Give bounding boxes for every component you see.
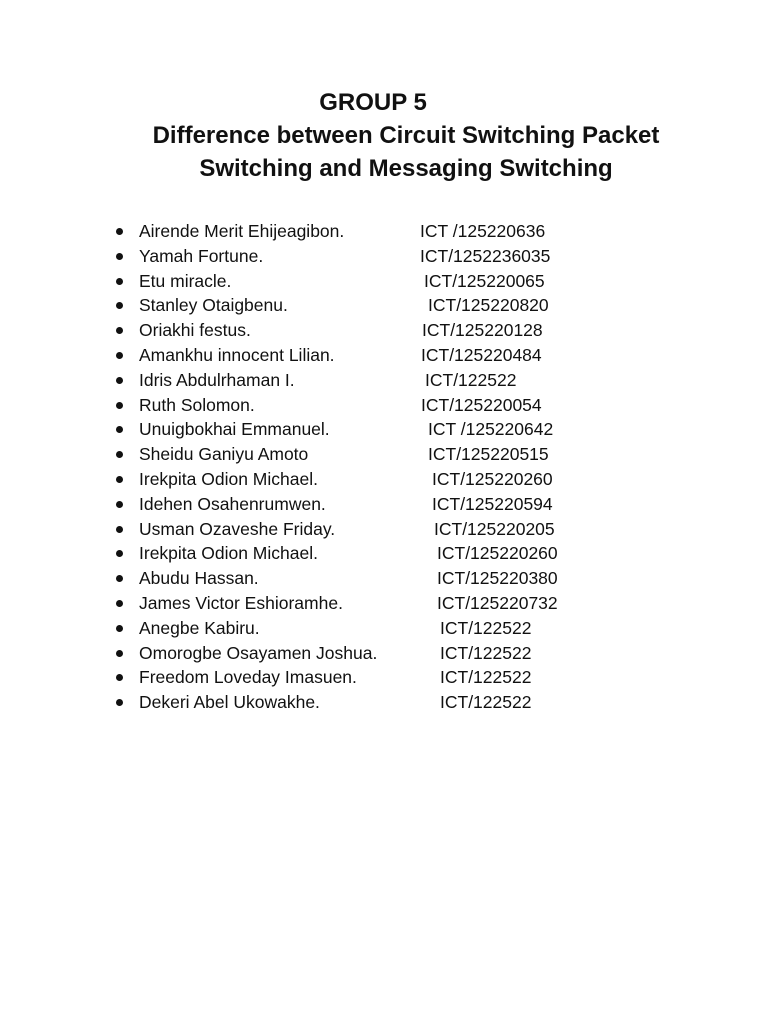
member-id: ICT/122522 — [425, 369, 517, 390]
bullet-icon — [116, 228, 123, 235]
bullet-icon — [116, 426, 123, 433]
member-name: Amankhu innocent Lilian. — [139, 344, 335, 365]
member-id: ICT/122522 — [440, 667, 532, 688]
bullet-icon — [116, 674, 123, 681]
member-name: Airende Merit Ehijeagibon. — [139, 221, 345, 241]
member-name: James Victor Eshioramhe. — [139, 592, 343, 613]
bullet-icon — [116, 352, 123, 359]
bullet-icon — [116, 278, 123, 285]
member-name: Abudu Hassan. — [139, 568, 259, 589]
member-id: ICT/125220260 — [432, 468, 553, 489]
bullet-icon — [116, 253, 123, 260]
bullet-icon — [116, 302, 123, 309]
member-id: ICT/125220484 — [421, 344, 542, 365]
member-name: Anegbe Kabiru. — [139, 617, 260, 638]
bullet-icon — [116, 476, 123, 483]
member-id: ICT/125220065 — [424, 270, 545, 291]
member-name: Dekeri Abel Ukowakhe. — [139, 692, 320, 713]
member-id: ICT /125220642 — [428, 419, 554, 440]
member-id: ICT/125220820 — [428, 295, 549, 316]
bullet-icon — [116, 600, 123, 607]
member-name: Usman Ozaveshe Friday. — [139, 518, 336, 539]
bullet-icon — [116, 550, 123, 557]
member-id: ICT/125220732 — [437, 592, 558, 613]
member-id: ICT/125220128 — [422, 320, 543, 341]
bullet-icon — [116, 501, 123, 508]
member-id: ICT /125220636 — [420, 221, 546, 241]
bullet-icon — [116, 650, 123, 657]
member-id: ICT/122522 — [440, 692, 532, 713]
bullet-icon — [116, 402, 123, 409]
member-id: ICT/125220515 — [428, 444, 549, 465]
member-id: ICT/125220205 — [434, 518, 555, 539]
member-name: Unuigbokhai Emmanuel. — [139, 419, 330, 440]
member-id: ICT/122522 — [440, 642, 532, 663]
member-id: ICT/125220594 — [432, 493, 553, 514]
member-name: Etu miracle. — [139, 270, 232, 291]
member-name: Yamah Fortune. — [139, 245, 264, 266]
member-name: Sheidu Ganiyu Amoto — [139, 444, 309, 465]
member-name: Oriakhi festus. — [139, 320, 251, 341]
member-name: Irekpita Odion Michael. — [139, 543, 318, 564]
member-name: Omorogbe Osayamen Joshua. — [139, 642, 378, 663]
bullet-icon — [116, 327, 123, 334]
bullet-icon — [116, 625, 123, 632]
member-name: Idris Abdulrhaman I. — [139, 369, 295, 390]
member-name: Freedom Loveday Imasuen. — [139, 667, 357, 688]
bullet-icon — [116, 451, 123, 458]
title-line-2: Switching and Messaging Switching — [199, 155, 613, 182]
bullet-icon — [116, 377, 123, 384]
group-label: GROUP 5 — [319, 89, 427, 116]
member-name: Idehen Osahenrumwen. — [139, 493, 326, 514]
member-id: ICT/125220054 — [421, 394, 542, 415]
bullet-icon — [116, 575, 123, 582]
member-name: Stanley Otaigbenu. — [139, 295, 288, 316]
member-name: Ruth Solomon. — [139, 394, 255, 415]
member-name: Irekpita Odion Michael. — [139, 468, 318, 489]
bullet-icon — [116, 699, 123, 706]
member-id: ICT/1252236035 — [420, 245, 551, 266]
member-id: ICT/125220260 — [437, 543, 558, 564]
document-heading — [0, 86, 768, 185]
member-id: ICT/122522 — [440, 617, 532, 638]
member-id: ICT/125220380 — [437, 568, 558, 589]
bullet-icon — [116, 526, 123, 533]
title-line-1: Difference between Circuit Switching Packet — [152, 122, 660, 149]
